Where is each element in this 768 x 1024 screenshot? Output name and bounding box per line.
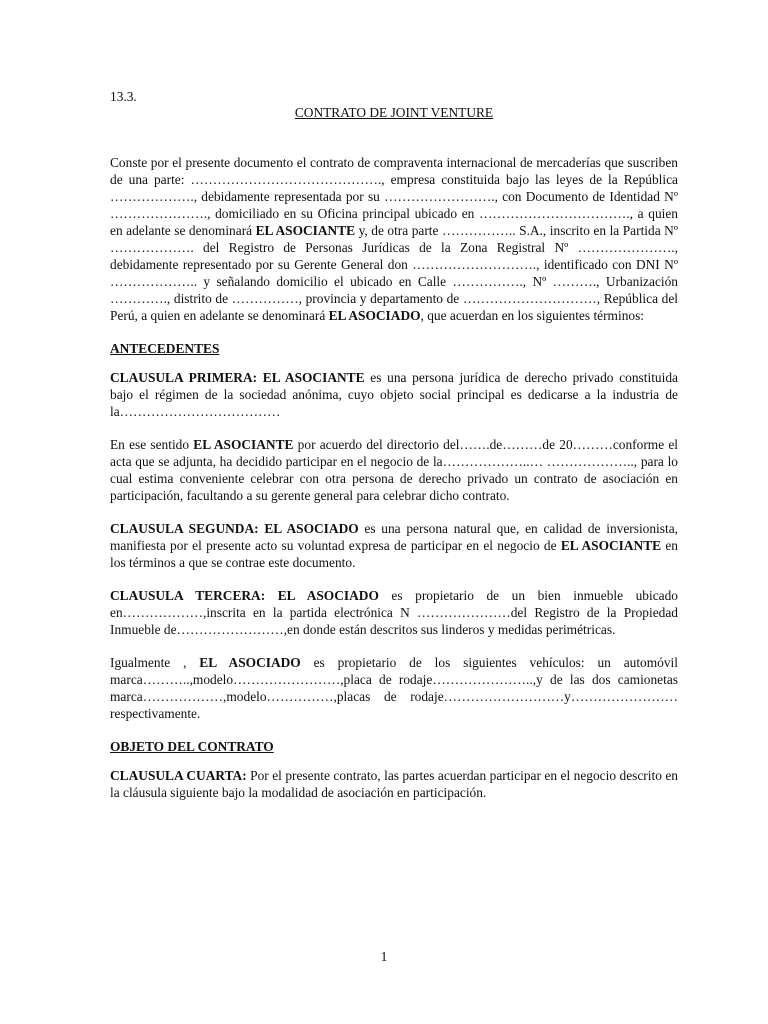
clausula-primera-label: CLAUSULA PRIMERA: [110,370,258,385]
clausula-primera [110,369,678,420]
document-title: CONTRATO DE JOINT VENTURE [294,105,494,120]
term-asociante: EL ASOCIANTE [255,223,356,238]
igualmente-term: EL ASOCIADO [199,655,301,670]
parties-text-2: y, de otra parte …………….. S.A., inscrito en la Partida Nº ………………. del Registro de Personas Jurídicas de la Zona Registral Nº …………………., debidamente representado por su Gerente General don ………………………., identificado con DNI Nº ……………….. y señalando domicilio el ubicado en Calle ……………., Nº ………., Urbanización …………., distrito de ……………, provincia y departamento de …………………………, República del Perú, a quien en adelante se denominará [110,223,678,323]
clausula-segunda-term-2: EL ASOCIANTE [560,538,662,553]
clausula-segunda-label: CLAUSULA SEGUNDA: [110,521,259,536]
heading-antecedentes: ANTECEDENTES [110,341,220,356]
heading-objeto: OBJETO DEL CONTRATO [110,739,274,754]
clausula-tercera-gap [265,588,278,603]
parties-text-3: , que acuerdan en los siguientes términos: [420,308,645,323]
document-body [110,154,678,817]
page-number: 1 [380,949,388,964]
igualmente-paragraph [110,654,678,722]
clausula-cuarta-label: CLAUSULA CUARTA: [110,768,247,783]
sentido-term: EL ASOCIANTE [193,437,294,452]
clausula-tercera [110,587,678,638]
clausula-cuarta-text: Por el presente contrato, las partes acuerdan participar en el negocio descrito en la cláusula siguiente bajo la modalidad de asociación en participación. [110,768,678,800]
clausula-primera-term: EL ASOCIANTE [262,370,365,385]
clausula-tercera-term: EL ASOCIADO [277,588,379,603]
clausula-tercera-text: es propietario de un bien inmueble ubicado en………………,inscrita en la partida electrónica N …………………del Registro de la Propiedad Inmueble de……………………,en donde están descritos sus linderos y medidas perimétricas. [110,588,678,637]
sentido-text-2: por acuerdo del directorio del…….de………de 20………conforme el acta que se adjunta, ha decidido participar en el negocio de la………………..… ……………….., para lo cual estima conveniente celebrar con otra persona de derecho privado un contrato de asociación en participación, facultando a su gerente general para celebrar dicho contrato. [110,437,679,503]
clausula-segunda-term: EL ASOCIADO [264,521,359,536]
clausula-segunda [110,520,678,571]
parties-paragraph [110,154,678,324]
sentido-paragraph [110,436,678,504]
clausula-tercera-label: CLAUSULA TERCERA: [110,588,266,603]
clausula-cuarta [110,767,678,801]
clausula-primera-text: es una persona jurídica de derecho privado constituida bajo el régimen de la sociedad anónima, cuyo objeto social principal es dedicarse a la industria de la……………………………… [110,370,678,419]
clausula-segunda-text-2: en los términos a que se contrae este documento. [110,538,678,570]
sentido-text-1: En ese sentido [110,437,194,452]
igualmente-text-2: es propietario de los siguientes vehículos: un automóvil marca………..,modelo……………………,placa de rodaje…………………..,y de las dos camionetas marca………………,modelo……………,placas de rodaje………………………y……………………respectivamente. [110,655,679,721]
parties-text-1: Conste por el presente documento el contrato de compraventa internacional de mercaderías que suscriben de una parte: ……………………………………., empresa constituida bajo las leyes de la República ………………., debidamente representada por su ……………………., con Documento de Identidad Nº …………………., domiciliado en su Oficina principal ubicado en ……………………………., a quien en adelante se denominará [110,155,678,238]
clausula-segunda-text-1: es una persona natural que, en calidad de inversionista, manifiesta por el presente acto su voluntad expresa de participar en el negocio de [110,521,678,553]
term-asociado: EL ASOCIADO [328,308,421,323]
igualmente-text-1: Igualmente , [110,655,200,670]
section-number: 13.3. [110,89,137,104]
